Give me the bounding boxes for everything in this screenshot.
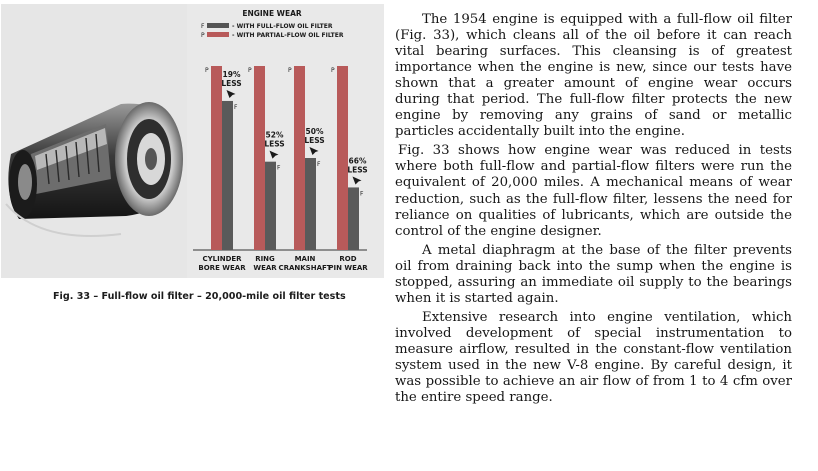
legend-swatch-f: [207, 23, 229, 28]
paragraph-1: The 1954 engine is equipped with a full-flow oil filter (Fig. 33), which cleans all of the oil before it can reach vital bearing surfaces. This cleansing is of greatest importance when the engine is new, since our tests have shown that a greater amount of engine wear occurs during that period. The full-flow filter protects the new engine by removing any grains of sand or metallic particles accidentally built into the engine.: [395, 12, 792, 140]
bar-p-cylinder-bore-wear: [211, 66, 222, 250]
paragraph-4: Extensive research into engine ventilation, which involved development of special instrumentation to measure airflow, resulted in the constant-flow ventilation system used in the new V-8 engine. By careful design, it was possible to achieve an air flow of from 1 to 4 cfm over the entire speed range.: [395, 309, 792, 406]
bar-key-f-1: F: [234, 103, 238, 111]
category-label-2a: RING: [255, 255, 275, 263]
bar-key-p-3: P: [288, 67, 292, 74]
annotation-less-1: LESS: [221, 78, 242, 88]
legend-swatch-p: [207, 32, 229, 37]
category-label-1b: BORE WEAR: [198, 264, 246, 272]
category-label-2b: WEAR: [253, 264, 277, 272]
legend-label-p: - WITH PARTIAL-FLOW OIL FILTER: [232, 32, 344, 39]
chart-title: ENGINE WEAR: [242, 9, 302, 18]
article-body: [395, 12, 792, 409]
bar-key-f-3: F: [317, 161, 321, 168]
bar-f-ring-wear: [265, 162, 276, 250]
bar-p-main-crankshaft: [294, 66, 305, 250]
annotation-pct-4: 66%: [348, 156, 367, 166]
legend-label-f: - WITH FULL-FLOW OIL FILTER: [232, 23, 333, 30]
annotation-pct-2: 52%: [265, 130, 284, 140]
category-label-4a: ROD: [339, 255, 357, 263]
legend-key-f: F: [201, 23, 205, 30]
bar-f-rod-pin-wear: [348, 187, 359, 250]
category-label-3b: CRANKSHAFT: [278, 264, 332, 272]
legend-key-p: P: [201, 32, 205, 39]
bar-p-rod-pin-wear: [337, 66, 348, 250]
bar-p-ring-wear: [254, 66, 265, 250]
category-label-4b: PIN WEAR: [328, 264, 368, 272]
category-label-1a: CYLINDER: [202, 255, 242, 263]
oil-filter-photo: [1, 4, 187, 278]
bar-key-f-4: F: [360, 190, 364, 198]
paragraph-2: Fig. 33 shows how engine wear was reduced in tests where both full-flow and partial-flow filters were run the equivalent of 20,000 miles. A mechanical means of wear reduction, such as the full-flow filter, lessens the need for reliance on qualities of lubricants, which are outside the control of the engine designer.: [395, 143, 792, 239]
annotation-pct-3: 50%: [305, 127, 324, 136]
bar-f-main-crankshaft: [305, 158, 316, 250]
engine-wear-chart: [187, 4, 384, 278]
annotation-pct-1: 19%: [222, 69, 241, 79]
annotation-less-3: LESS: [304, 136, 325, 145]
annotation-less-4: LESS: [347, 165, 368, 175]
figure-33: [1, 4, 384, 278]
bar-key-p-1: P: [205, 67, 209, 74]
category-label-3a: MAIN: [294, 255, 316, 263]
bar-key-f-2: F: [277, 164, 281, 172]
bar-f-cylinder-bore-wear: [222, 101, 233, 250]
annotation-less-2: LESS: [264, 139, 285, 149]
bar-key-p-4: P: [331, 67, 335, 74]
paragraph-3: A metal diaphragm at the base of the filter prevents oil from draining back into the sump when the engine is stopped, assuring an immediate oil supply to the bearings when it is started again.: [395, 242, 792, 306]
bar-key-p-2: P: [248, 67, 252, 74]
figure-caption: Fig. 33 – Full-flow oil filter – 20,000-mile oil filter tests: [53, 291, 346, 302]
